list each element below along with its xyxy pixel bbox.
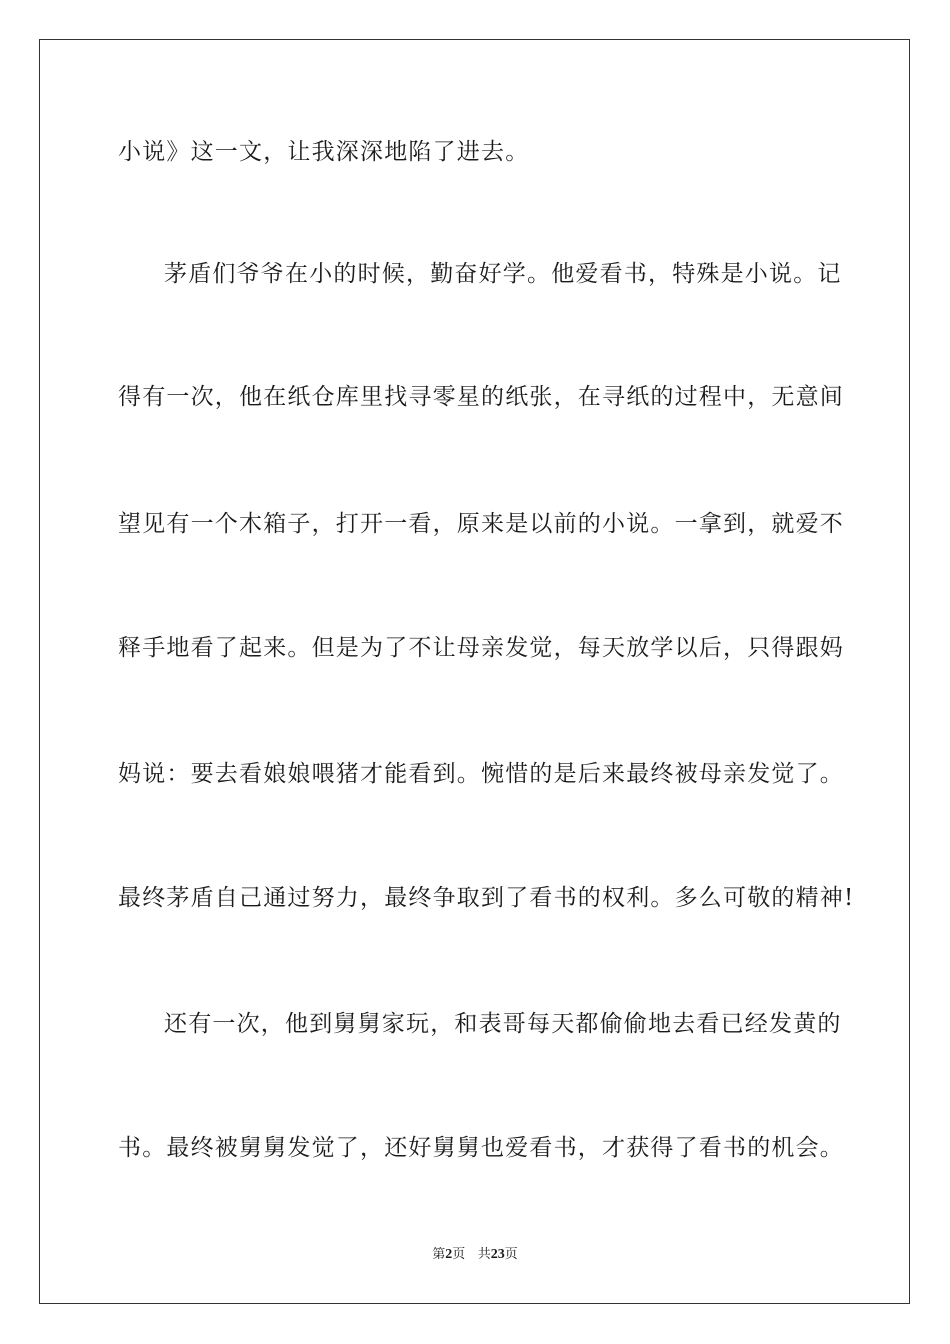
- page-footer: [0, 1246, 950, 1264]
- text-line: 书。最终被舅舅发觉了，还好舅舅也爱看书，才获得了看书的机会。: [118, 1135, 844, 1161]
- total-suffix: 页: [504, 1247, 518, 1262]
- page-number: 2: [445, 1247, 453, 1262]
- total-prefix: 共: [477, 1247, 491, 1262]
- text-line: 得有一次，他在纸仓库里找寻零星的纸张，在寻纸的过程中，无意间: [118, 384, 844, 410]
- text-line: 妈说：要去看娘娘喂猪才能看到。惋惜的是后来最终被母亲发觉了。: [118, 761, 844, 787]
- page-prefix: 第: [432, 1247, 446, 1262]
- text-line: 小说》这一文，让我深深地陷了进去。: [118, 139, 530, 165]
- page-suffix: 页: [452, 1247, 466, 1262]
- paragraph-start-line: 还有一次，他到舅舅家玩，和表哥每天都偷偷地去看已经发黄的: [164, 1011, 842, 1037]
- page-border: [39, 39, 910, 1304]
- text-line: 最终茅盾自己通过努力，最终争取到了看书的权利。多么可敬的精神!: [118, 885, 855, 911]
- text-line: 望见有一个木箱子，打开一看，原来是以前的小说。一拿到，就爱不: [118, 511, 844, 537]
- total-pages: 23: [490, 1247, 505, 1262]
- text-line: 释手地看了起来。但是为了不让母亲发觉，每天放学以后，只得跟妈: [118, 635, 844, 661]
- paragraph-start-line: 茅盾们爷爷在小的时候，勤奋好学。他爱看书，特殊是小说。记: [164, 261, 842, 287]
